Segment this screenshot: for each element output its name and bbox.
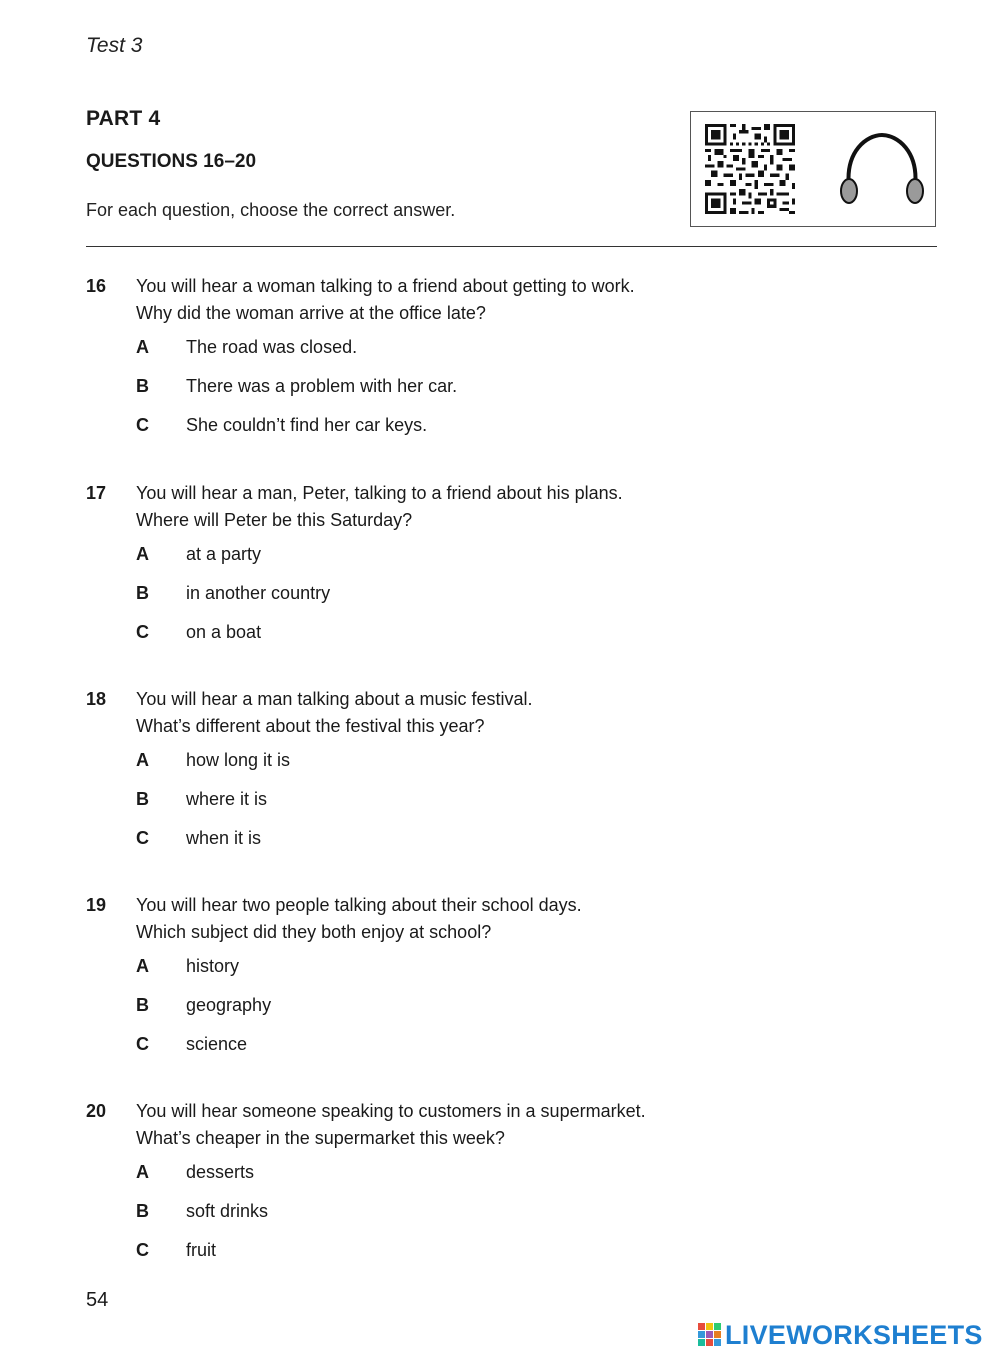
question-prompt: What’s cheaper in the supermarket this week?: [136, 1128, 505, 1148]
option-letter: C: [136, 622, 149, 642]
page-number: 54: [86, 1289, 109, 1311]
option-letter: A: [136, 337, 149, 357]
section-divider: [86, 246, 937, 247]
option-text: on a boat: [186, 622, 262, 642]
question-context: You will hear a woman talking to a friend about getting to work.: [136, 276, 635, 296]
option-text: how long it is: [186, 750, 291, 770]
liveworksheets-logo-icon: [697, 1322, 723, 1348]
option-text: She couldn’t find her car keys.: [186, 415, 428, 435]
instruction-text: For each question, choose the correct answer.: [86, 200, 456, 220]
question-number: 20: [86, 1101, 107, 1121]
headphones-icon: [837, 131, 927, 209]
question-prompt: What’s different about the festival this year?: [136, 716, 485, 736]
watermark-text: LIVEWORKSHEETS: [725, 1319, 983, 1350]
option-letter: B: [136, 789, 149, 809]
option-letter: A: [136, 1162, 149, 1182]
option-text: where it is: [186, 789, 268, 809]
question-context: You will hear a man, Peter, talking to a friend about his plans.: [136, 483, 623, 503]
option-letter: C: [136, 1034, 149, 1054]
question-number: 18: [86, 689, 107, 709]
option-letter: B: [136, 995, 149, 1015]
option-letter: A: [136, 544, 149, 564]
option-text: The road was closed.: [186, 337, 358, 357]
option-letter: C: [136, 415, 149, 435]
option-text: history: [186, 956, 240, 976]
question-context: You will hear a man talking about a music festival.: [136, 689, 533, 709]
option-letter: C: [136, 1240, 149, 1260]
audio-box: [690, 111, 936, 227]
part-title: PART 4: [86, 107, 161, 130]
option-letter: A: [136, 750, 149, 770]
question-prompt: Why did the woman arrive at the office late?: [136, 303, 486, 323]
option-letter: B: [136, 583, 149, 603]
option-text: in another country: [186, 583, 331, 603]
liveworksheets-watermark[interactable]: [697, 1318, 983, 1352]
option-text: geography: [186, 995, 272, 1015]
question-context: You will hear someone speaking to customers in a supermarket.: [136, 1101, 646, 1121]
test-label: Test 3: [86, 34, 143, 57]
option-letter: C: [136, 828, 149, 848]
question-number: 16: [86, 276, 107, 296]
option-text: science: [186, 1034, 248, 1054]
option-letter: A: [136, 956, 149, 976]
questions-range: QUESTIONS 16–20: [86, 151, 257, 172]
option-text: There was a problem with her car.: [186, 376, 458, 396]
option-text: soft drinks: [186, 1201, 269, 1221]
option-text: fruit: [186, 1240, 217, 1260]
option-text: when it is: [186, 828, 262, 848]
question-prompt: Which subject did they both enjoy at school?: [136, 922, 492, 942]
option-text: at a party: [186, 544, 262, 564]
option-letter: B: [136, 1201, 149, 1221]
question-prompt: Where will Peter be this Saturday?: [136, 510, 413, 530]
question-context: You will hear two people talking about their school days.: [136, 895, 582, 915]
question-number: 17: [86, 483, 107, 503]
option-text: desserts: [186, 1162, 255, 1182]
option-letter: B: [136, 376, 149, 396]
qr-code-icon[interactable]: [705, 123, 795, 215]
question-number: 19: [86, 895, 107, 915]
